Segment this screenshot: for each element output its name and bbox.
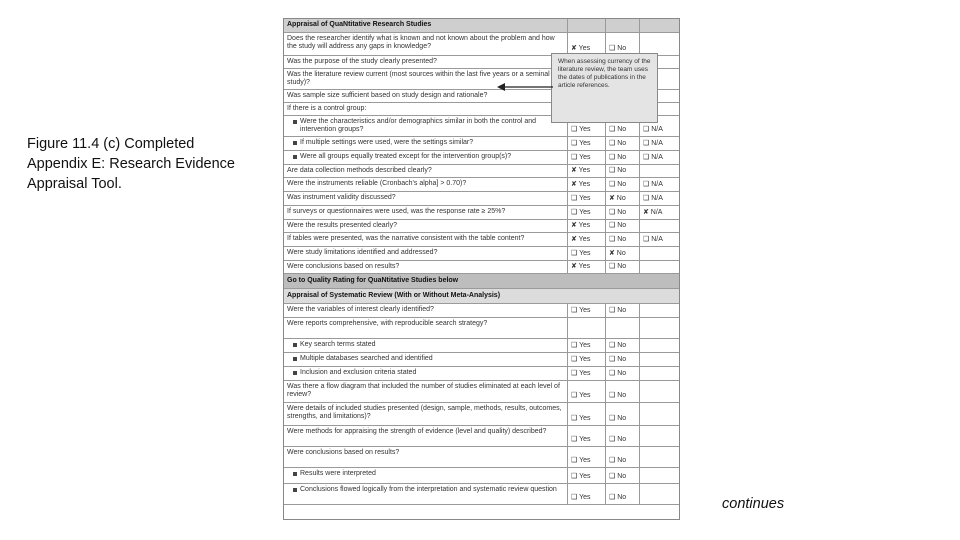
yes-option[interactable]: ❑ Yes [568, 367, 606, 380]
form-row [284, 206, 679, 220]
na-option[interactable]: ❑ N/A [643, 195, 663, 202]
yes-option[interactable]: ❑ Yes [568, 381, 606, 402]
question-text: Were the results presented clearly? [284, 220, 568, 232]
form-row [284, 339, 679, 353]
no-option[interactable]: ❑ No [606, 381, 640, 402]
yes-option[interactable]: ❑ Yes [568, 304, 606, 317]
question-text: Were conclusions based on results? [284, 261, 568, 273]
section-header: Appraisal of QuaNtitative Research Studies [284, 19, 568, 32]
no-option[interactable]: ❑ No [606, 151, 640, 164]
no-option[interactable]: ❑ No [606, 403, 640, 425]
yes-option[interactable]: ❑ Yes [568, 353, 606, 366]
yes-option[interactable]: ❑ Yes [568, 403, 606, 425]
no-option[interactable]: ❑ No [606, 220, 640, 232]
na-option [640, 304, 679, 317]
no-option[interactable]: ❑ No [606, 261, 640, 273]
na-option[interactable]: ❑ N/A [643, 236, 663, 243]
question-text: Inclusion and exclusion criteria stated [284, 367, 568, 380]
section-header: Go to Quality Rating for QuaNtitative Studies below [287, 277, 459, 284]
no-option[interactable]: ❑ No [606, 367, 640, 380]
form-row [284, 151, 679, 165]
form-row [284, 247, 679, 261]
form-row [284, 367, 679, 381]
header-cell [606, 19, 640, 32]
no-option[interactable]: ❑ No [606, 353, 640, 366]
na-option [640, 339, 679, 352]
form-row [284, 192, 679, 206]
header-cell [640, 19, 679, 32]
yes-option[interactable]: ❑ Yes [568, 426, 606, 446]
form-row [284, 403, 679, 426]
form-row [284, 468, 679, 484]
form-row [284, 447, 679, 468]
form-row [284, 261, 679, 274]
no-option[interactable]: ❑ No [606, 137, 640, 150]
na-option [640, 220, 679, 232]
yes-option[interactable]: ✘ Yes [568, 165, 606, 177]
na-option[interactable]: ✘ N/A [643, 209, 663, 216]
yes-option[interactable]: ❑ Yes [568, 206, 606, 219]
yes-option[interactable]: ❑ Yes [568, 484, 606, 504]
question-text: Does the researcher identify what is known and not known about the problem and how the study will address any gaps in knowledge? [284, 33, 568, 55]
no-option[interactable]: ❑ No [606, 116, 640, 136]
form-row [284, 353, 679, 367]
na-option [640, 165, 679, 177]
question-text: Were the characteristics and/or demographics similar in both the control and intervention groups? [284, 116, 568, 136]
question-text: Was sample size sufficient based on study design and rationale? [284, 90, 568, 102]
no-option[interactable]: ❑ No [606, 165, 640, 177]
form-row [284, 274, 679, 289]
question-text: Multiple databases searched and identified [284, 353, 568, 366]
form-row [284, 233, 679, 247]
na-option [640, 468, 679, 483]
no-option[interactable]: ❑ No [606, 426, 640, 446]
yes-option[interactable]: ❑ Yes [568, 137, 606, 150]
no-option [606, 318, 640, 338]
form-row [284, 137, 679, 151]
na-option [640, 403, 679, 425]
form-row [284, 19, 679, 33]
continues-label: continues [722, 496, 785, 512]
section-header: Appraisal of Systematic Review (With or Without Meta-Analysis) [287, 292, 501, 299]
yes-option[interactable]: ✘ Yes [568, 220, 606, 232]
form-row [284, 484, 679, 505]
no-option[interactable]: ❑ No [606, 178, 640, 191]
question-text: If multiple settings were used, were the settings similar? [284, 137, 568, 150]
no-option[interactable]: ❑ No [606, 33, 640, 55]
yes-option[interactable]: ❑ Yes [568, 151, 606, 164]
yes-option[interactable]: ✘ Yes [568, 261, 606, 273]
yes-option[interactable]: ✘ Yes [568, 233, 606, 246]
yes-option[interactable]: ❑ Yes [568, 192, 606, 205]
question-text: Was there a flow diagram that included the number of studies eliminated at each level of review? [284, 381, 568, 402]
question-text: Key search terms stated [284, 339, 568, 352]
question-text: Were the instruments reliable (Cronbach's alpha] > 0.70)? [284, 178, 568, 191]
yes-option[interactable]: ✘ Yes [568, 33, 606, 55]
no-option[interactable]: ❑ No [606, 233, 640, 246]
yes-option[interactable]: ❑ Yes [568, 447, 606, 467]
no-option[interactable]: ✘ No [606, 247, 640, 260]
question-text: Were reports comprehensive, with reproducible search strategy? [284, 318, 568, 338]
callout-arrow [495, 80, 555, 94]
form-row [284, 304, 679, 318]
no-option[interactable]: ❑ No [606, 484, 640, 504]
na-option[interactable]: ❑ N/A [643, 140, 663, 147]
form-row [284, 165, 679, 178]
question-text: Were the variables of interest clearly identified? [284, 304, 568, 317]
yes-option [568, 318, 606, 338]
yes-option[interactable]: ✘ Yes [568, 178, 606, 191]
no-option[interactable]: ✘ No [606, 192, 640, 205]
na-option [640, 381, 679, 402]
no-option[interactable]: ❑ No [606, 304, 640, 317]
form-row [284, 426, 679, 447]
na-option [640, 447, 679, 467]
yes-option[interactable]: ❑ Yes [568, 468, 606, 483]
form-row [284, 289, 679, 304]
no-option[interactable]: ❑ No [606, 206, 640, 219]
form-row [284, 178, 679, 192]
no-option[interactable]: ❑ No [606, 468, 640, 483]
question-text: Were study limitations identified and addressed? [284, 247, 568, 260]
na-option [640, 318, 679, 338]
na-option[interactable]: ❑ N/A [643, 181, 663, 188]
yes-option[interactable]: ❑ Yes [568, 116, 606, 136]
question-text: Was instrument validity discussed? [284, 192, 568, 205]
question-text: Were details of included studies presented (design, sample, methods, results, outcomes, strengths, and limitations)? [284, 403, 568, 425]
na-option [640, 353, 679, 366]
na-option[interactable]: ❑ N/A [643, 126, 663, 133]
question-text: Was the literature review current (most sources within the last five years or a seminal study)? [284, 69, 568, 89]
callout-note: When assessing currency of the literature review, the team uses the dates of publications in the article references. [551, 53, 658, 123]
question-text: Was the purpose of the study clearly presented? [284, 56, 568, 68]
na-option [640, 247, 679, 260]
form-row [284, 381, 679, 403]
na-option [640, 484, 679, 504]
question-text: If surveys or questionnaires were used, was the response rate ≥ 25%? [284, 206, 568, 219]
question-text: If tables were presented, was the narrative consistent with the table content? [284, 233, 568, 246]
header-cell [568, 19, 606, 32]
form-row [284, 220, 679, 233]
no-option[interactable]: ❑ No [606, 339, 640, 352]
na-option[interactable]: ❑ N/A [643, 154, 663, 161]
form-row [284, 318, 679, 339]
question-text: Were conclusions based on results? [284, 447, 568, 467]
figure-caption: Figure 11.4 (c) Completed Appendix E: Research Evidence Appraisal Tool. [27, 136, 235, 192]
question-text: Are data collection methods described clearly? [284, 165, 568, 177]
question-text: Were all groups equally treated except for the intervention group(s)? [284, 151, 568, 164]
yes-option[interactable]: ❑ Yes [568, 339, 606, 352]
no-option[interactable]: ❑ No [606, 447, 640, 467]
question-text: If there is a control group: [284, 103, 568, 115]
na-option [640, 261, 679, 273]
question-text: Results were interpreted [284, 468, 568, 483]
na-option [640, 367, 679, 380]
question-text: Were methods for appraising the strength of evidence (level and quality) described? [284, 426, 568, 446]
yes-option[interactable]: ❑ Yes [568, 247, 606, 260]
na-option [640, 426, 679, 446]
na-option [640, 33, 679, 55]
question-text: Conclusions flowed logically from the interpretation and systematic review question [284, 484, 568, 504]
